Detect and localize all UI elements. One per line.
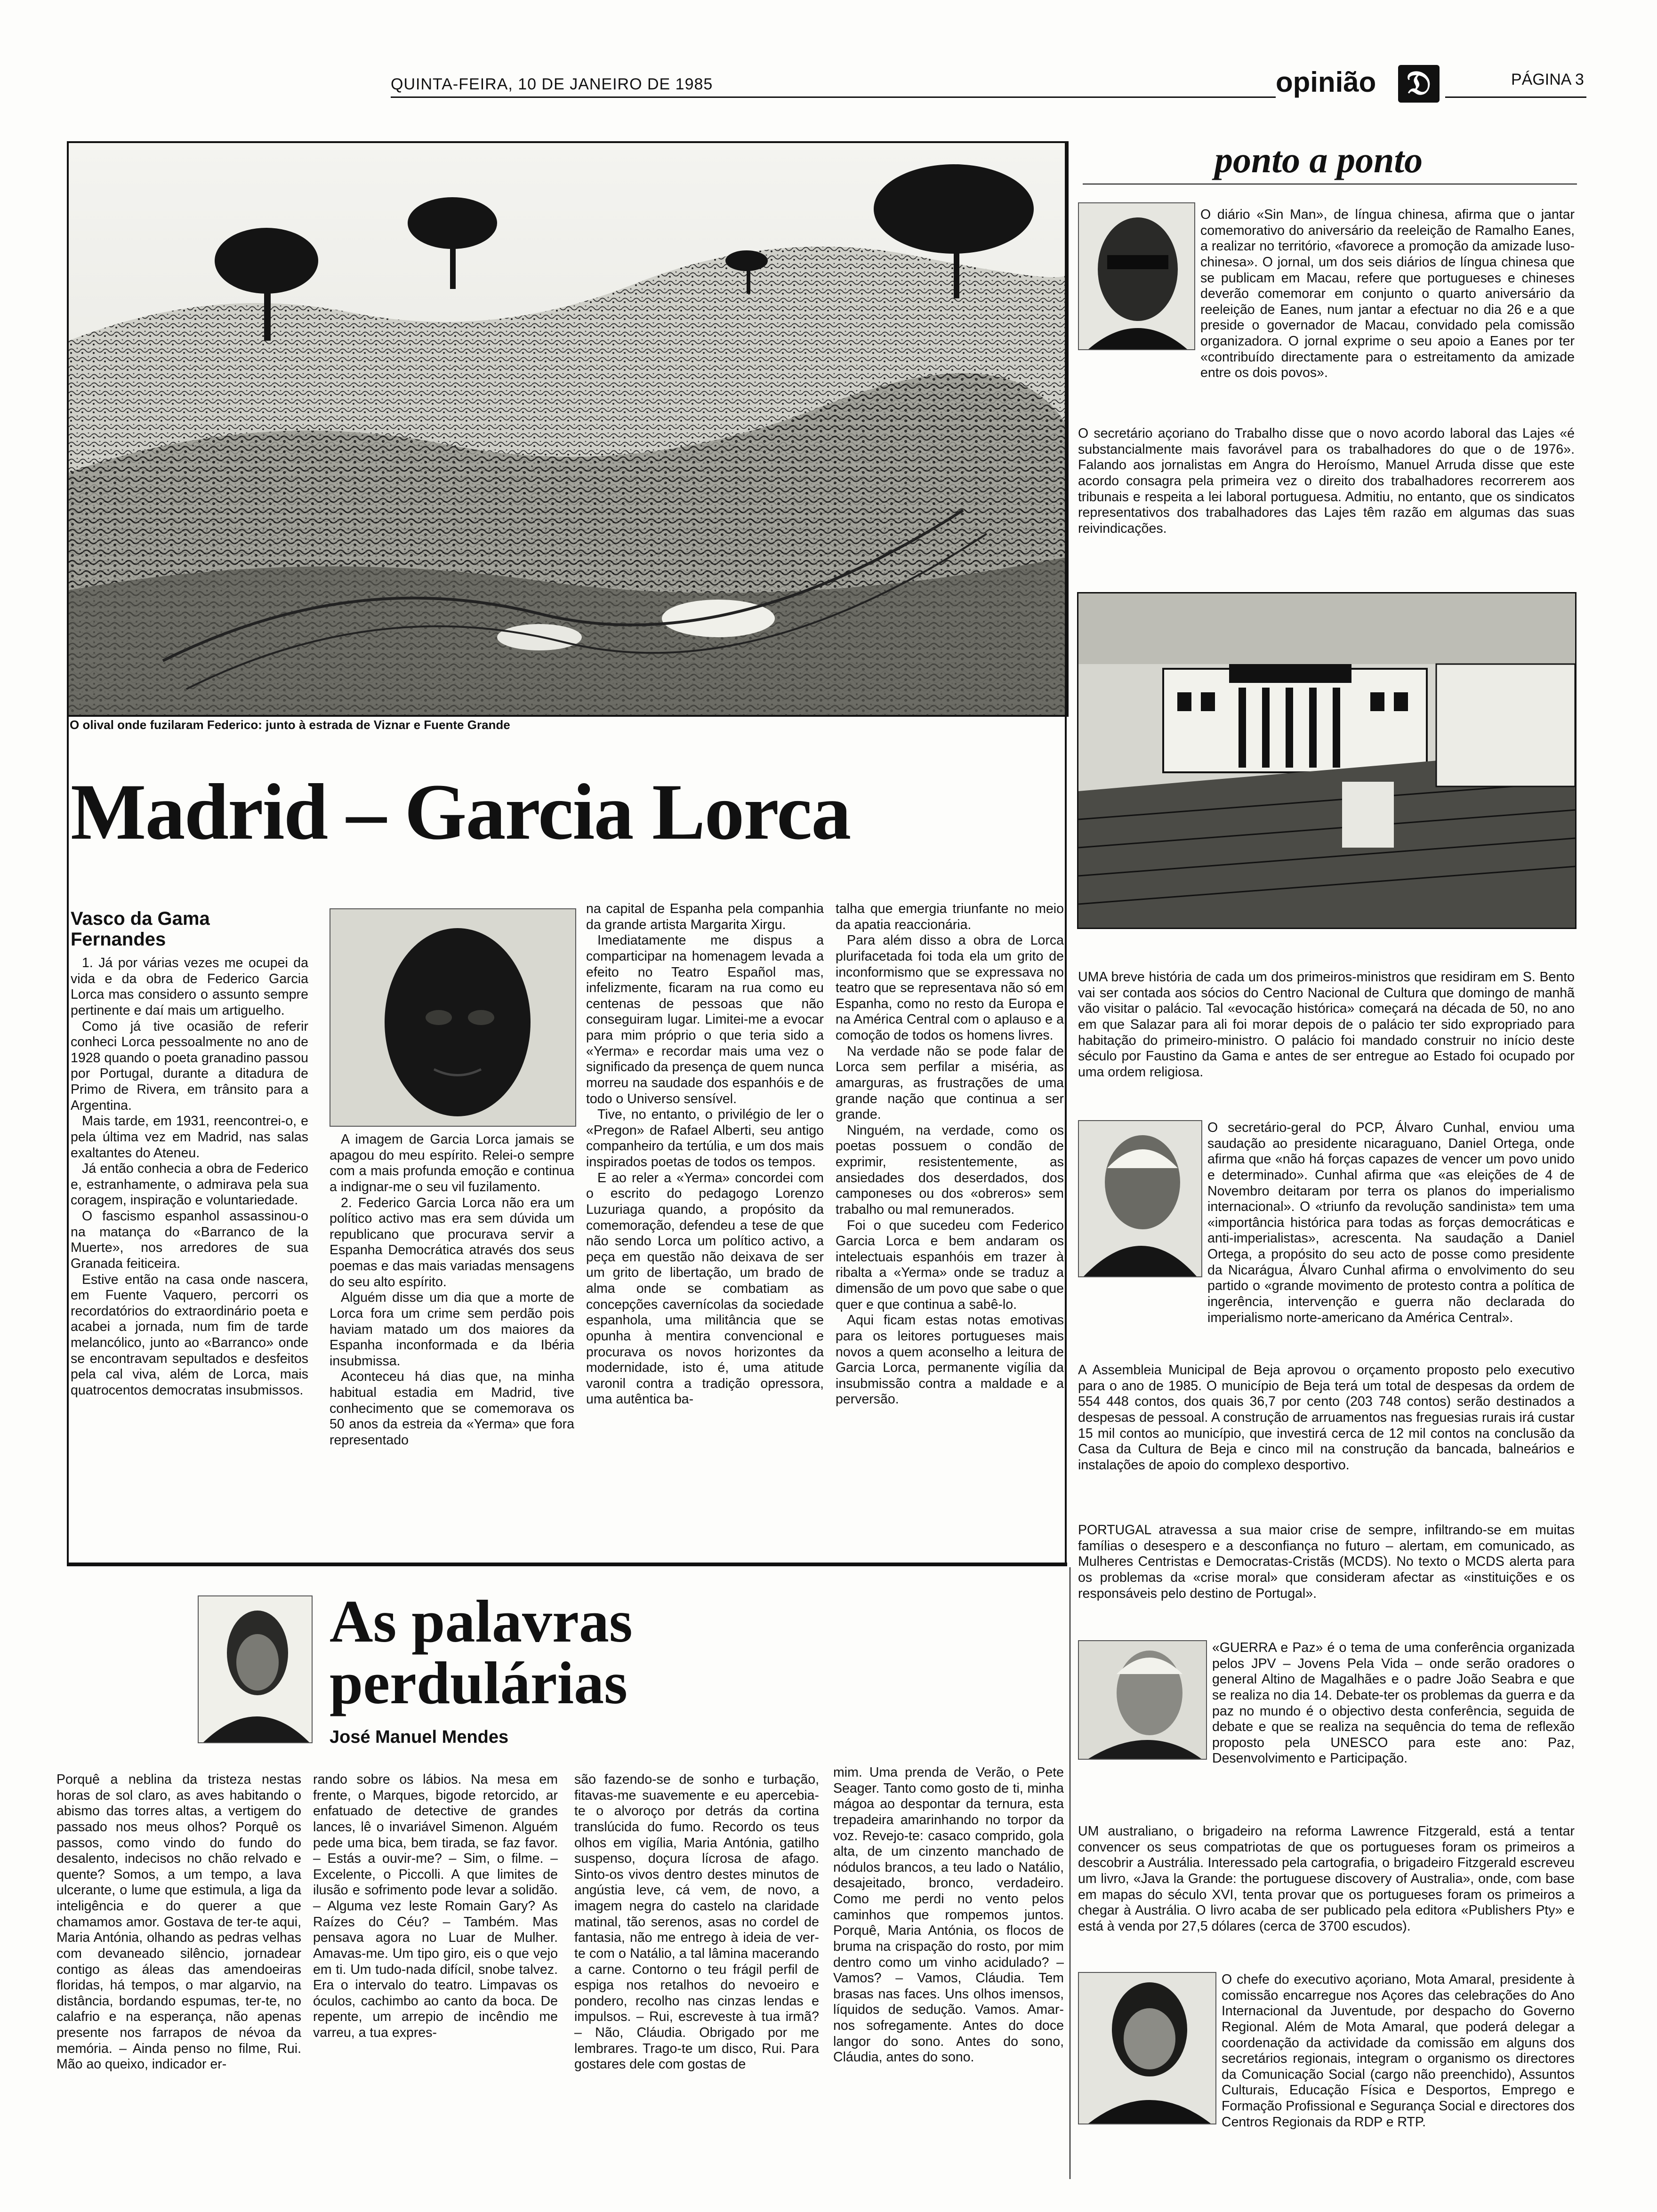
jose-manuel-mendes-portrait — [198, 1595, 313, 1743]
paragraph: Ninguém, na verdade, como os poetas possuem o condão de exprimir, resistentemente, as ansiedades dos deserdados, dos camponeses ou dos «obreros» sem trabalho ou mal remunerados. — [836, 1122, 1064, 1217]
paragraph: O fascismo espanhol assassinou-o na matança do «Barranco de la Muerte», nos arredores de sua Granada feiticeira. — [71, 1209, 308, 1271]
second-headline — [330, 1588, 753, 1716]
second-article-col4: mim. Uma prenda de Verão, o Pete Seager. Tanto como gosto de ti, minha mágoa ao despontar da ternura, esta trepadeira amarinhando no torpor da voz. Revejo-te: casaco comprido, gola alta, de um cinzento manchado de nódulos brancos, a teu lado o Natálio, desajeitado, bronco, verdadeiro. Como me perdi no vento pelos caminhos que rompemos juntos. Porquê, Maria Antónia, os flocos de bruma na crispação do rosto, por mim dentro como um vinho acidulado? – Vamos? – Vamos, Cláudia. Tem brasas nas faces. Uns olhos imensos, líquidos de sedução. Vamos. Amar-nos sofregamente. Antes do doce langor do sono. Antes do sono, Cláudia, antes do sono. — [833, 1765, 1064, 2065]
sao-bento-palace-photo — [1077, 592, 1577, 929]
brief-sao-bento: UMA breve história de cada um dos primeiros-ministros que residiram em S. Bento vai ser contada aos sócios do Centro Nacional de Cultura que domingo de manhã vão visitar o palácio. Tal «evocação histórica» começará na década de 50, no ano em que Salazar para ali foi morar depois de o palácio ter sido expropriado para habitação do primeiro-ministro. O palácio foi mandado construir no início deste século por Faustino da Gama e antes de ser entregue ao Estado foi ocupado por uma ordem religiosa. — [1078, 970, 1575, 1080]
second-article-col1: Porquê a neblina da tristeza nestas horas de sol claro, as aves habitando o abismo das torres altas, a vertigem do passado nos meus olhos? Porquê os passos, como vindo do fundo do desalento, indecisos no chão relvado e quente? Somos, a um tempo, a lava ulcerante, o lume que estimula, a liga da inteligência e do querer a que chamamos amor. Gostava de ter-te aqui, Maria Antónia, olhando as pedras velhas com devaneado silêncio, jornadear contigo as áleas das amendoeiras floridas, há tempos, o mar algarvio, na distância, bordando espumas, ter-te, no calafrio e na esperança, não apenas presente nos farrapos de névoa da memória. – Ainda penso no filme, Rui. Mão ao queixo, indicador er- — [56, 1772, 301, 2072]
paragraph: Na verdade não se pode falar de Lorca sem perfilar a miséria, as amarguras, as frustrações de uma grande nação que continua a ser grande. — [836, 1043, 1064, 1122]
paragraph: Aqui ficam estas notas emotivas para os leitores portugueses mais novos a quem aconselho a leitura de Garcia Lorca, permanente vigília da insubmissão contra a maldade e a perversão. — [836, 1313, 1064, 1407]
article-frame-bottom — [67, 1563, 1067, 1566]
section-title: opinião — [1276, 66, 1376, 98]
paragraph: 2. Federico Garcia Lorca não era um político activo mas era sem dúvida um republicano que procurava servir a Espanha Democrática através dos seus poemas e das mais variadas mensagens do seu alto espírito. — [330, 1195, 574, 1290]
brief-mcds: PORTUGAL atravessa a sua maior crise de sempre, infiltrando-se em muitas famílias o desespero e a desconfiança no futuro – alertam, em comunicado, as Mulheres Centristas e Democratas-Cristãs (MCDS). No texto o MCDS alerta para os problemas da «crise moral» que consideram afectar as «instituições e os responsáveis pelo destino de Portugal». — [1078, 1523, 1575, 1601]
ponto-a-ponto-title: ponto a ponto — [1215, 139, 1423, 180]
main-article-col4 — [836, 901, 1064, 1408]
paragraph: na capital de Espanha pela companhia da grande artista Margarita Xirgu. — [586, 901, 824, 932]
main-article-col2 — [330, 1132, 574, 1449]
main-article-col1 — [71, 955, 308, 1399]
sin-man-portrait — [1078, 202, 1195, 350]
cunhal-portrait — [1078, 1120, 1202, 1277]
paragraph: Já então conhecia a obra de Federico e, estranhamente, o admirava pela sua coragem, inspiração e voluntariedade. — [71, 1161, 308, 1208]
paragraph: Como já tive ocasião de referir conheci Lorca pessoalmente no ano de 1928 quando o poeta granadino passou por Portugal, durante a ditadura de Primo de Rivera, em trânsito para a Argentina. — [71, 1018, 308, 1113]
article-frame-left — [67, 713, 69, 1563]
brief-lajes: O secretário açoriano do Trabalho disse que o novo acordo laboral das Lajes «é substancialmente mais favorável para os trabalhadores do que o de 1976». Falando aos jornalistas em Angra do Heroísmo, Manuel Arruda disse que este acordo consagra pela primeira vez o direito dos trabalhadores recorrerem aos tribunais e respeita a lei laboral portuguesa. Admitiu, no entanto, que os sindicatos representativos dos trabalhadores das Lajes têm razão em algumas das suas reivindicações. — [1078, 426, 1575, 536]
paragraph: Imediatamente me dispus a comparticipar na homenagem levada a efeito no Teatro Español mas, infelizmente, ficaram na rua como eu centenas de pessoas que não conseguiram lugar. Limitei-me a evocar para mim próprio o que teria sido a «Yerma» e recordar mais uma vez o significado da presença de quem nunca morreu na saudade dos espanhóis e de todo o Universo sensível. — [586, 933, 824, 1106]
brief-australia: UM australiano, o brigadeiro na reforma Lawrence Fitzgerald, está a tentar convencer os seus compatriotas de que os portugueses foram os primeiros a descobrir a Austrália. Interessado pela cartografia, o brigadeiro Fitzgerald escreveu um livro, «Java la Grande: the portuguese discovery of Australia», onde, com base em mapas do século XVI, tenta provar que os portugueses foram os primeiros a chegar à Austrália. O livro acaba de ser publicado pela editora «Publishers Pty» e está à venda por 27,5 dólares (cerca de 3700 escudos). — [1078, 1824, 1575, 1934]
second-article-col3: são fazendo-se de sonho e turbação, fitavas-me suavemente e eu apercebia-te o alvoroço por detrás da cortina translúcida do fumo. Recordo os teus olhos em vigília, Maria Antónia, gatilho suspenso, doçura lícrosa de afago. Sinto-os vivos dentro destes minutos de angústia leve, cá vem, de novo, a imagem negra do castelo na claridade matinal, tão serenos, asas no cordel de fantasia, não me entrego à ideia de ver-te com o Natálio, a tal lâmina macerando a carne. Contorno o teu frágil perfil de espiga nos retalhos do nevoeiro e pondero, recolho nas cinzas lendas e impulsos. – Rui, escreveste à tua irmã? – Não, Cláudia. Obrigado por me lembrares. Trago-te um disco, Rui. Para gostares dele com gostas de — [574, 1772, 819, 2072]
article-frame-right — [1065, 141, 1067, 1563]
masthead-rule — [391, 96, 1276, 98]
masthead-rule-right — [1445, 96, 1586, 98]
brief-sin-man: O diário «Sin Man», de língua chinesa, afirma que o jantar comemorativo do aniversário da reeleição de Ramalho Eanes, a realizar no território, «favorece a promoção da amizade luso-chinesa». O jornal, um dos seis diários de língua chinesa que se publicam em Macau, refere que portugueses e chineses deverão comemorar em conjunto o quarto aniversário da reeleição de Eanes, num jantar a efectuar no dia 26 e a que preside o governador de Macau, convidado pela comissão organizadora. O jornal exprime o seu apoio a Eanes por ter «contribuído directamente para o estreitamento da amizade entre os dois povos». — [1200, 207, 1575, 381]
paragraph: Aconteceu há dias que, na minha habitual estadia em Madrid, tive conhecimento que se comemorava os 50 anos da estreia da «Yerma» que fora representado — [330, 1369, 574, 1448]
brief-beja: A Assembleia Municipal de Beja aprovou o orçamento proposto pelo executivo para o ano de 1985. O município de Beja terá um total de despesas da ordem de 554 448 contos, dos quais 36,7 por cento (203 748 contos) serão destinados a despesas de pessoal. A construção de arruamentos nas freguesias rurais irá custar 15 mil contos ao município, que investirá cerca de 12 mil contos na conclusão da Casa da Cultura de Beja e cinco mil na construção da bancada, balneários e instalações de apoio do complexo desportivo. — [1078, 1362, 1575, 1473]
paragraph: Tive, no entanto, o privilégio de ler o «Pregon» de Rafael Alberti, seu antigo companheiro da tertúlia, e um dos mais inspirados poetas de todos os tempos. — [586, 1107, 824, 1170]
main-headline: Madrid – Garcia Lorca — [71, 768, 851, 856]
main-article-col3 — [586, 901, 824, 1408]
paragraph: Foi o que sucedeu com Federico Garcia Lorca e bem andaram os intelectuais espanhóis em trazer à ribalta a «Yerma» onde se traduz a dimensão de um povo que sabe o que quer e que continua a sabê-lo. — [836, 1218, 1064, 1312]
page-number: PÁGINA 3 — [1511, 71, 1584, 88]
main-author: Vasco da Gama Fernandes — [71, 908, 210, 950]
second-article-col2: rando sobre os lábios. Na mesa em frente, o Marques, bigode retorcido, ar enfatuado de detective de grandes lances, lê o invariável Simenon. Alguém pede uma bica, bem tirada, se faz favor. – Estás a ouvir-me? – Sim, o filme. – Excelente, o Piccolli. A que limites de ilusão e sofrimento pode levar a solidão. – Alguma vez leste Romain Gary? As Raízes do Céu? – Também. Mas pensava agora no Luar de Mulher. Amavas-me. Um tipo giro, eis o que vejo em ti. Um tudo-nada difícil, snobe talvez. Era o intervalo do teatro. Limpavas os óculos, cachimbo ao canto da boca. De repente, um arrepio de incêndio me varreu, a tua expres- — [313, 1772, 558, 2040]
second-headline-line1: As palavras — [330, 1588, 633, 1655]
paragraph: talha que emergia triunfante no meio da apatia reaccionária. — [836, 901, 1064, 932]
publication-date: QUINTA-FEIRA, 10 DE JANEIRO DE 1985 — [391, 75, 713, 93]
paragraph: Para além disso a obra de Lorca plurifacetada foi toda ela um grito de inconformismo que se expressava no teatro que se representava não só em Espanha, como no resto da Europa e na América Central com o aplauso e a comoção de todos os homens livres. — [836, 933, 1064, 1043]
paragraph: Mais tarde, em 1931, reencontrei-o, e pela última vez em Madrid, nas salas exaltantes do Ateneu. — [71, 1114, 308, 1161]
second-author: José Manuel Mendes — [330, 1727, 509, 1747]
brief-guerra-paz: «GUERRA e Paz» é o tema de uma conferência organizada pelos JPV – Jovens Pela Vida – onde serão oradores o general Altino de Magalhães e o padre João Seabra e que se realiza no dia 14. Debate-ter os problemas da guerra e da paz no mundo é o objectivo desta conferência, seguida de debate e que se realiza na sequência do tema de reflexão proposto pela UNESCO para este ano: Paz, Desenvolvimento e Participação. — [1212, 1640, 1575, 1766]
paragraph: A imagem de Garcia Lorca jamais se apagou do meu espírito. Relei-o sempre com a mais profunda emoção e continua a indignar-me o seu vil fuzilamento. — [330, 1132, 574, 1194]
paragraph: Estive então na casa onde nascera, em Fuente Vaquero, percorri os recordatórios do extraordinário poeta e acabei a jornada, num fim de tarde melancólico, junto ao «Barranco» onde se encontravam sepultados e desfeitos pela cal viva, além de Lorca, mais quatrocentos democratas insubmissos. — [71, 1272, 308, 1398]
newspaper-logo-icon: 𝔇 — [1398, 65, 1440, 103]
second-headline-line2: perdulárias — [330, 1649, 627, 1716]
paragraph: E ao reler a «Yerma» concordei com o escrito do pedagogo Lorenzo Luzuriaga quando, a propósito da comemoração, defendeu a tese de que não sendo Lorca um político activo, a peça em questão não deixava de ser um grito de libertação, um brado de alma onde se combatiam as concepções cavernícolas da sociedade espanhola, uma militância que se opunha à mentira convencional e procurava os novos horizontes da modernidade, isto é, uma atitude varonil contra a tradição opressora, uma autêntica ba- — [586, 1170, 824, 1407]
lorca-portrait — [330, 908, 576, 1127]
brief-mota-amaral: O chefe do executivo açoriano, Mota Amaral, presidente à comissão encarregue nos Açores das celebrações do Ano Internacional da Juventude, por despacho do Governo Regional. Além de Mota Amaral, que poderá delegar a coordenação da actividade da comissão em alguns dos secretários regionais, integram o organismo os directores da Comunicação Social (cargo não preenchido), Assuntos Culturais, Educação Física e Desportos, Emprego e Formação Profissional e Segurança Social e directores dos Centros Regionais da RDP e RTP. — [1222, 1972, 1575, 2130]
paragraph: Alguém disse um dia que a morte de Lorca fora um crime sem perdão pois haviam matado um dos maiores da Espanha inconformada e da Ibéria insubmissa. — [330, 1290, 574, 1369]
mota-amaral-portrait — [1078, 1972, 1216, 2124]
photo-caption: O olival onde fuzilaram Federico: junto à estrada de Viznar e Fuente Grande — [70, 718, 510, 732]
paragraph: 1. Já por várias vezes me ocupei da vida e da obra de Federico Garcia Lorca mas considero o assunto sempre pertinente e daí mais um artiguelho. — [71, 955, 308, 1018]
conference-portrait — [1078, 1640, 1207, 1760]
brief-cunhal: O secretário-geral do PCP, Álvaro Cunhal, enviou uma saudação ao presidente nicaraguano, Daniel Ortega, onde afirma que «não há forças capazes de vencer um povo unido e determinado». Cunhal afirma que «as eleições de 4 de Novembro deitaram por terra os planos do imperialismo internacional». O «triunfo da revolução sandinista» tem uma «importância histórica para todas as forças democráticas e anti-imperialistas», acrescenta. Na saudação a Daniel Ortega, a propósito do seu acto de posse como presidente da Nicarágua, Álvaro Cunhal afirma o envolvimento do seu partido o «grande movimento de protesto contra a política de ingerência, intervenção e guerra não declarada do imperialismo norte-americano da América Central». — [1207, 1120, 1575, 1325]
olive-grove-photo — [67, 141, 1069, 717]
